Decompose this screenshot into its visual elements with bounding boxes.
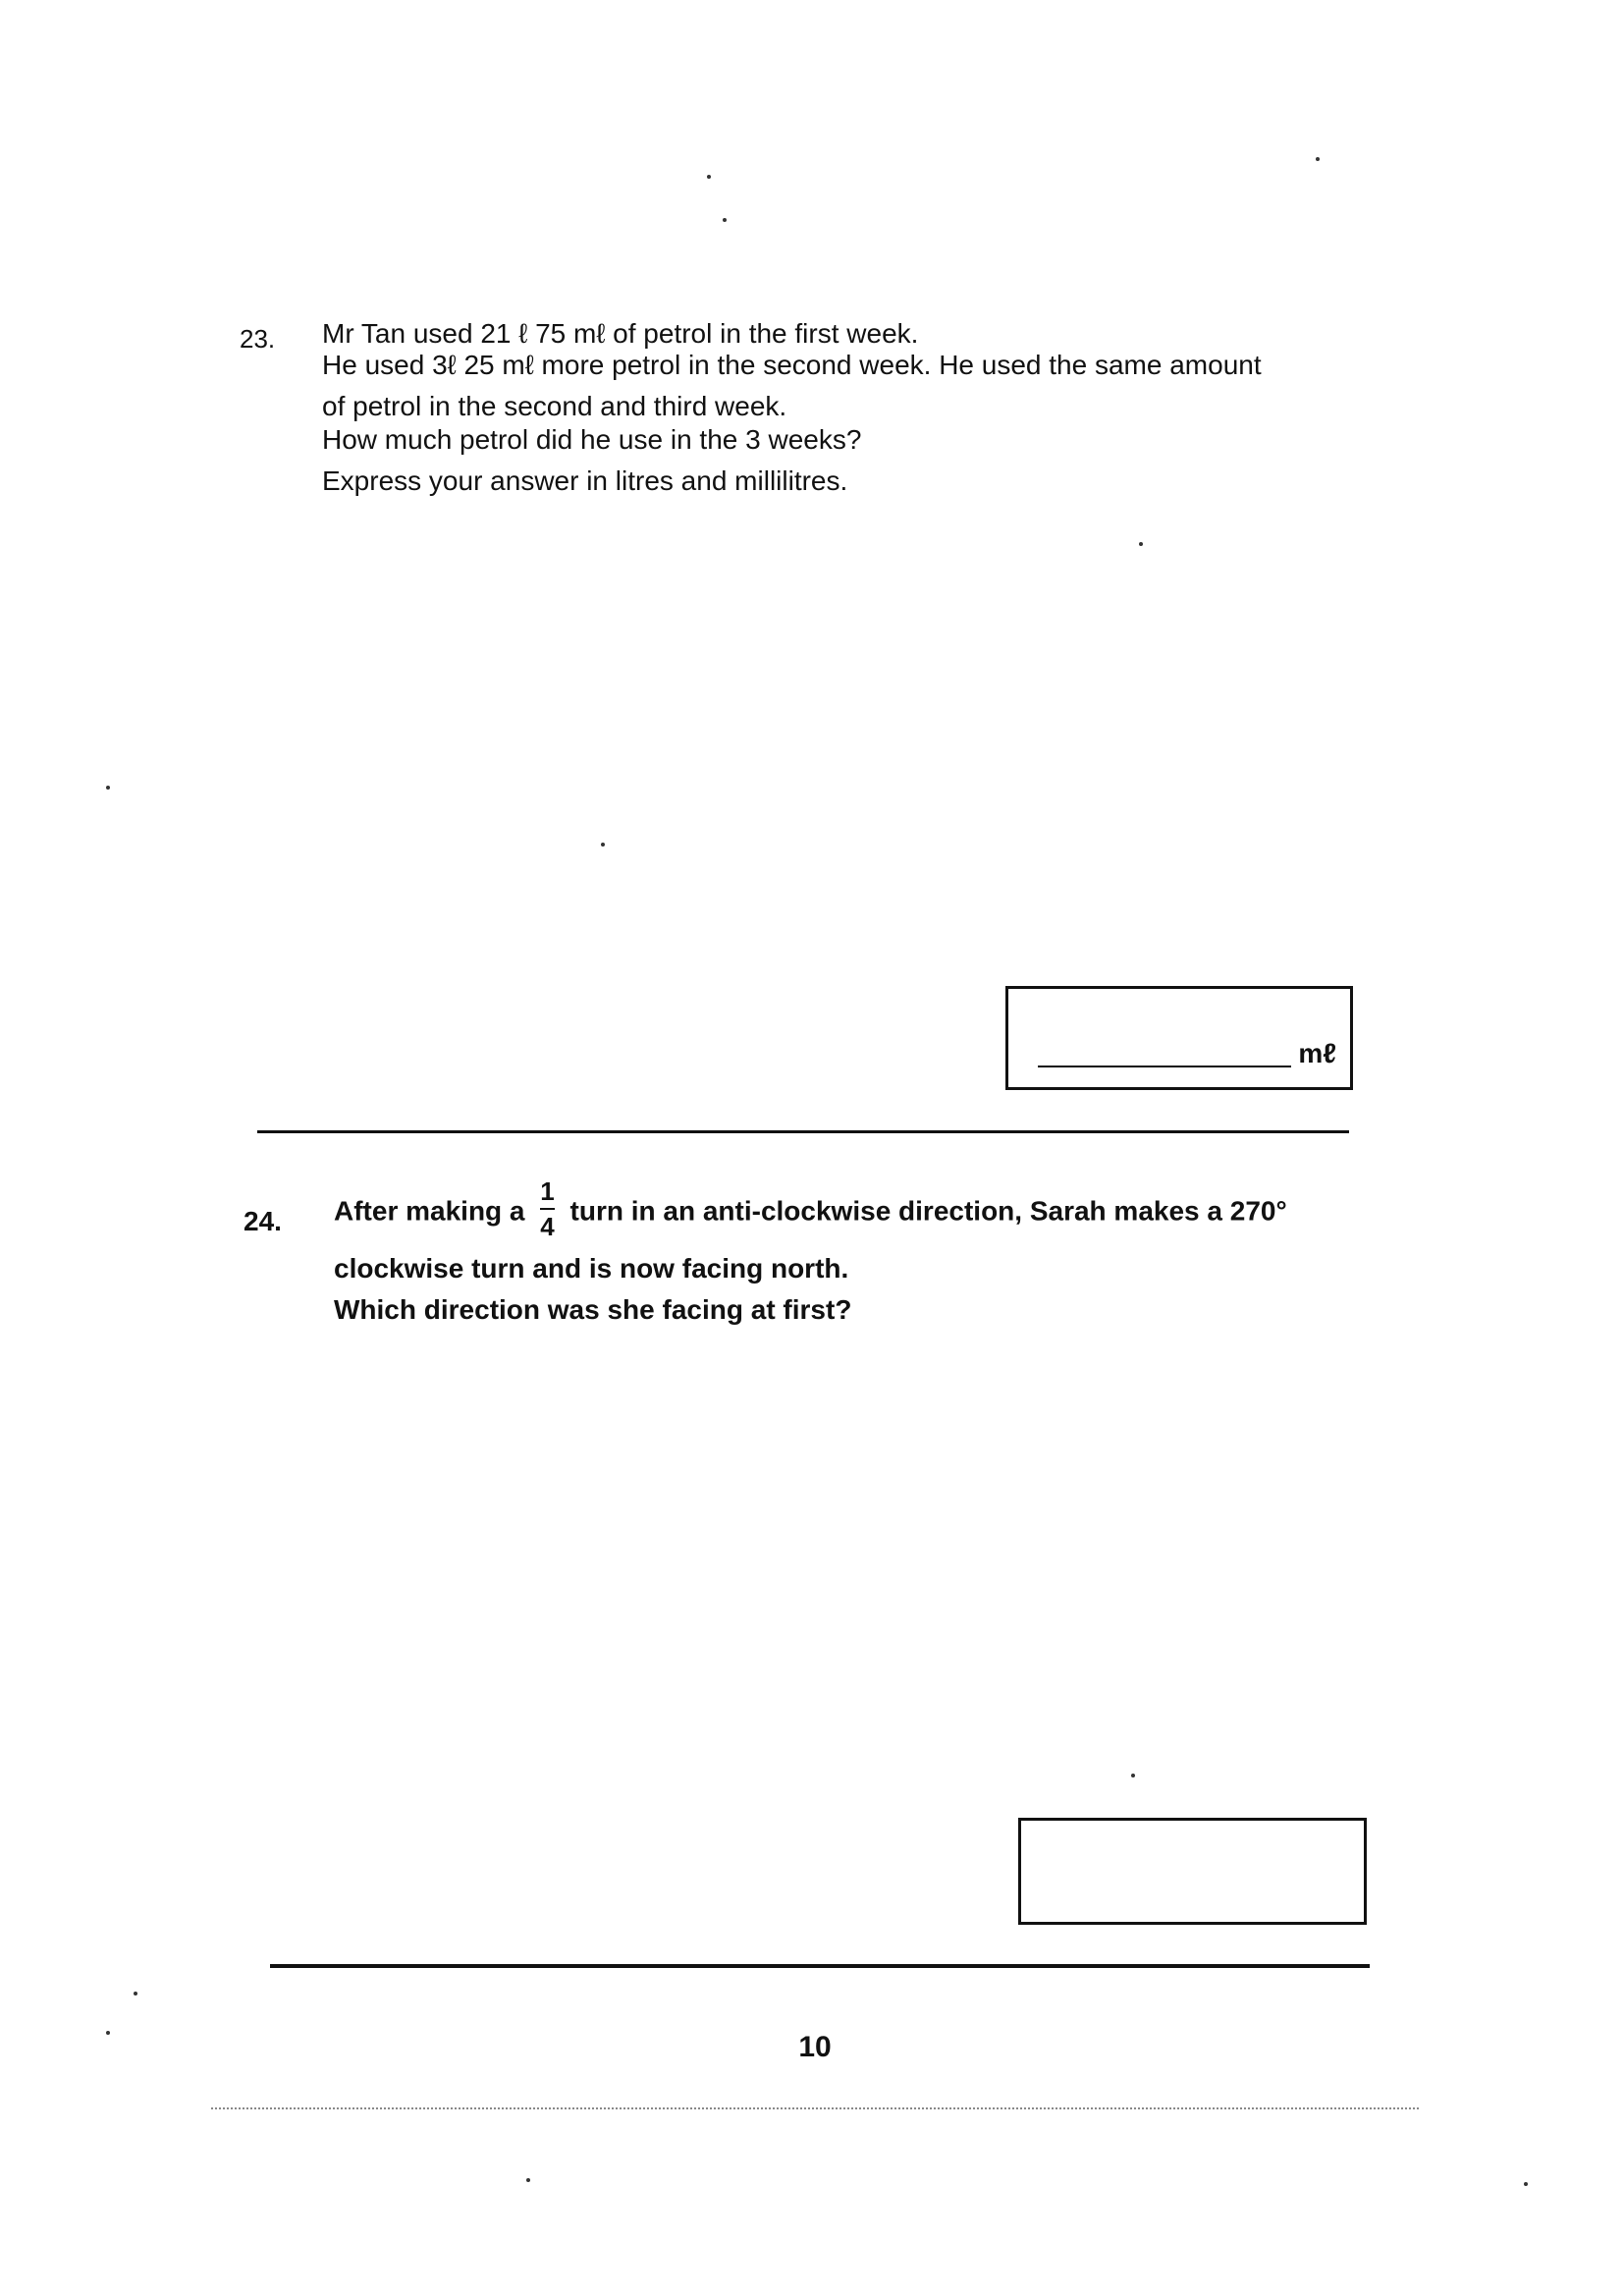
section-divider-1 bbox=[257, 1130, 1349, 1133]
scan-speck bbox=[106, 786, 110, 790]
scan-speck bbox=[1131, 1774, 1135, 1777]
question-24-line-1 bbox=[334, 1176, 1287, 1245]
page-number: 10 bbox=[798, 2031, 832, 2063]
question-23-number: 23. bbox=[240, 324, 276, 354]
fraction-numerator: 1 bbox=[540, 1176, 555, 1206]
scan-speck bbox=[1316, 157, 1320, 161]
section-divider-2 bbox=[270, 1964, 1370, 1968]
question-24-number: 24. bbox=[244, 1206, 282, 1236]
fraction-bar bbox=[540, 1208, 554, 1210]
scan-speck bbox=[601, 843, 605, 847]
scan-speck bbox=[134, 1992, 137, 1995]
answer-unit: mℓ bbox=[1298, 1038, 1336, 1068]
answer-blank-line bbox=[1038, 1066, 1291, 1067]
question-24-line-2: clockwise turn and is now facing north. bbox=[334, 1253, 849, 1284]
scan-speck bbox=[526, 2178, 530, 2182]
answer-box-23[interactable] bbox=[1005, 986, 1353, 1090]
scan-edge-dots bbox=[211, 2107, 1419, 2109]
quarter-fraction bbox=[540, 1176, 554, 1241]
scan-speck bbox=[106, 2031, 110, 2035]
question-23-line-1: Mr Tan used 21 ℓ 75 mℓ of petrol in the first week. bbox=[322, 318, 919, 349]
question-24-text-before: After making a bbox=[334, 1195, 525, 1227]
scan-speck bbox=[707, 175, 711, 179]
question-24-text-after: turn in an anti-clockwise direction, Sarah makes a 270° bbox=[569, 1195, 1287, 1227]
question-23-line-5: Express your answer in litres and millilitres. bbox=[322, 465, 848, 496]
question-23-line-4: How much petrol did he use in the 3 weeks? bbox=[322, 424, 862, 455]
scan-speck bbox=[1139, 542, 1143, 546]
answer-box-24[interactable] bbox=[1018, 1818, 1367, 1925]
fraction-denominator: 4 bbox=[540, 1212, 555, 1241]
question-24-line-3: Which direction was she facing at first? bbox=[334, 1294, 852, 1325]
question-23-line-3: of petrol in the second and third week. bbox=[322, 391, 787, 421]
question-23-line-2: He used 3ℓ 25 mℓ more petrol in the second week. He used the same amount bbox=[322, 350, 1262, 380]
scan-speck bbox=[1524, 2182, 1528, 2186]
scan-speck bbox=[723, 218, 727, 222]
